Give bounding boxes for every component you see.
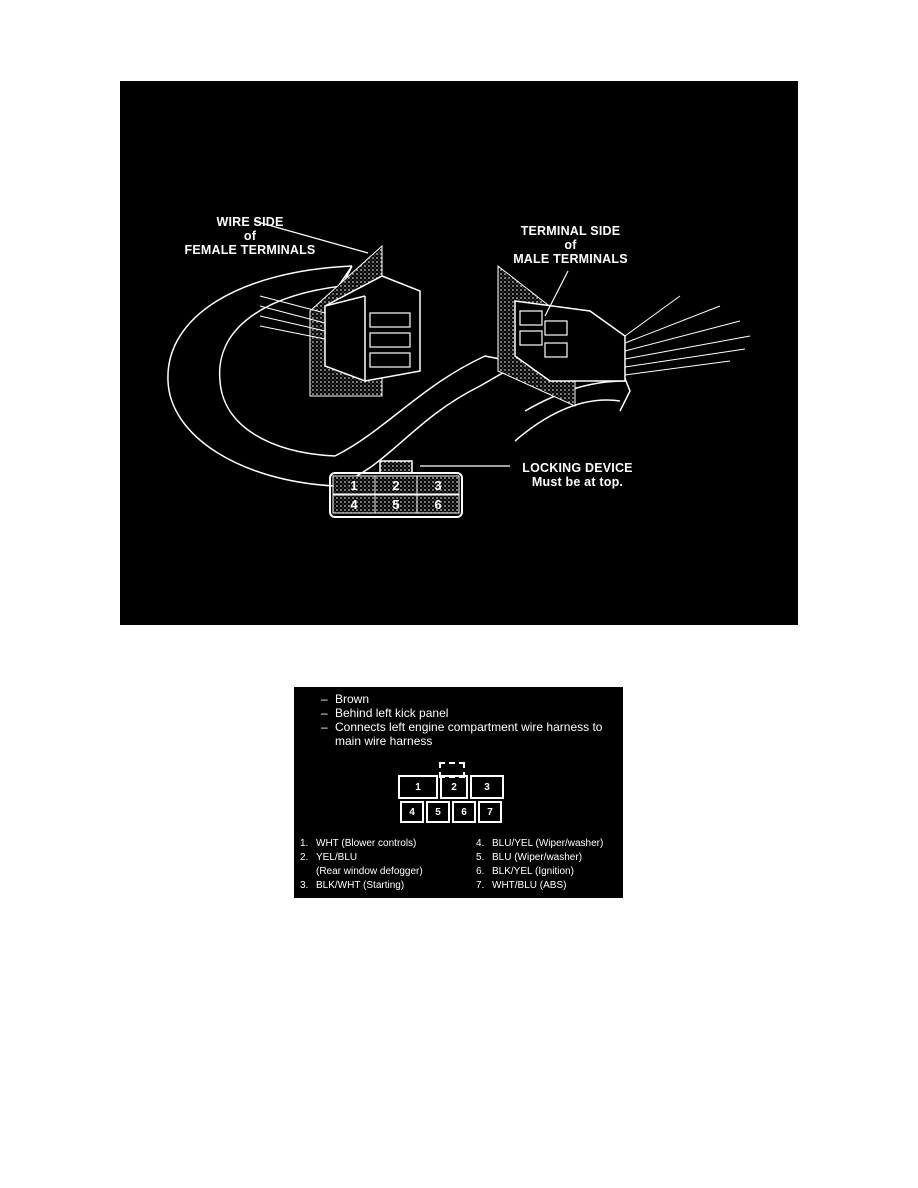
wire-side-label xyxy=(180,215,320,257)
terminal-side-line: TERMINAL SIDE xyxy=(520,224,621,238)
terminal-side-line: of xyxy=(564,238,577,252)
wire-side-line: WIRE SIDE xyxy=(216,215,284,229)
legend-item: 7. WHT/BLU (ABS) xyxy=(476,880,567,891)
pin-cavity: 5 xyxy=(426,801,450,823)
cavity-number: 6 xyxy=(434,497,442,512)
locking-line: Must be at top. xyxy=(531,475,624,489)
cavity-number: 3 xyxy=(434,478,442,493)
locking-line: LOCKING DEVICE xyxy=(522,461,633,475)
pin-cavity: 4 xyxy=(400,801,424,823)
legend-item: 5. BLU (Wiper/washer) xyxy=(476,852,583,863)
cavity-number: 4 xyxy=(350,497,358,512)
pin-cavity: 3 xyxy=(470,775,504,799)
cavity-number: 5 xyxy=(392,497,400,512)
bullet-connects-continued: main wire harness xyxy=(335,734,433,748)
cavity-number: 1 xyxy=(350,478,358,493)
connector-face xyxy=(330,461,462,517)
pin-cavity: 2 xyxy=(440,775,468,799)
terminal-side-label xyxy=(508,224,633,266)
female-connector xyxy=(260,246,420,396)
legend-item: 4. BLU/YEL (Wiper/washer) xyxy=(476,838,604,849)
pin-cavity: 7 xyxy=(478,801,502,823)
wire-side-line: of xyxy=(243,229,257,243)
terminal-side-line: MALE TERMINALS xyxy=(513,252,628,266)
legend-item: (Rear window defogger) xyxy=(316,866,423,877)
wire-side-line: FEMALE TERMINALS xyxy=(184,243,316,257)
legend-item: 6. BLK/YEL (Ignition) xyxy=(476,866,574,877)
connector-orientation-figure xyxy=(120,81,798,625)
locking-device-label xyxy=(510,461,645,489)
bullet-location: – Behind left kick panel xyxy=(321,706,449,720)
bullet-color: – Brown xyxy=(321,692,370,706)
connector-illustration xyxy=(120,81,798,625)
male-connector xyxy=(498,266,750,406)
pin-cavity: 1 xyxy=(398,775,438,799)
connector-pinout-figure xyxy=(294,687,623,898)
cavity-number: 2 xyxy=(392,478,400,493)
bullet-connects: – Connects left engine compartment wire harness to xyxy=(321,720,603,734)
pin-cavity: 6 xyxy=(452,801,476,823)
legend-item: 1. WHT (Blower controls) xyxy=(300,838,417,849)
legend-item: 2. YEL/BLU xyxy=(300,852,358,863)
legend-item: 3. BLK/WHT (Starting) xyxy=(300,880,405,891)
